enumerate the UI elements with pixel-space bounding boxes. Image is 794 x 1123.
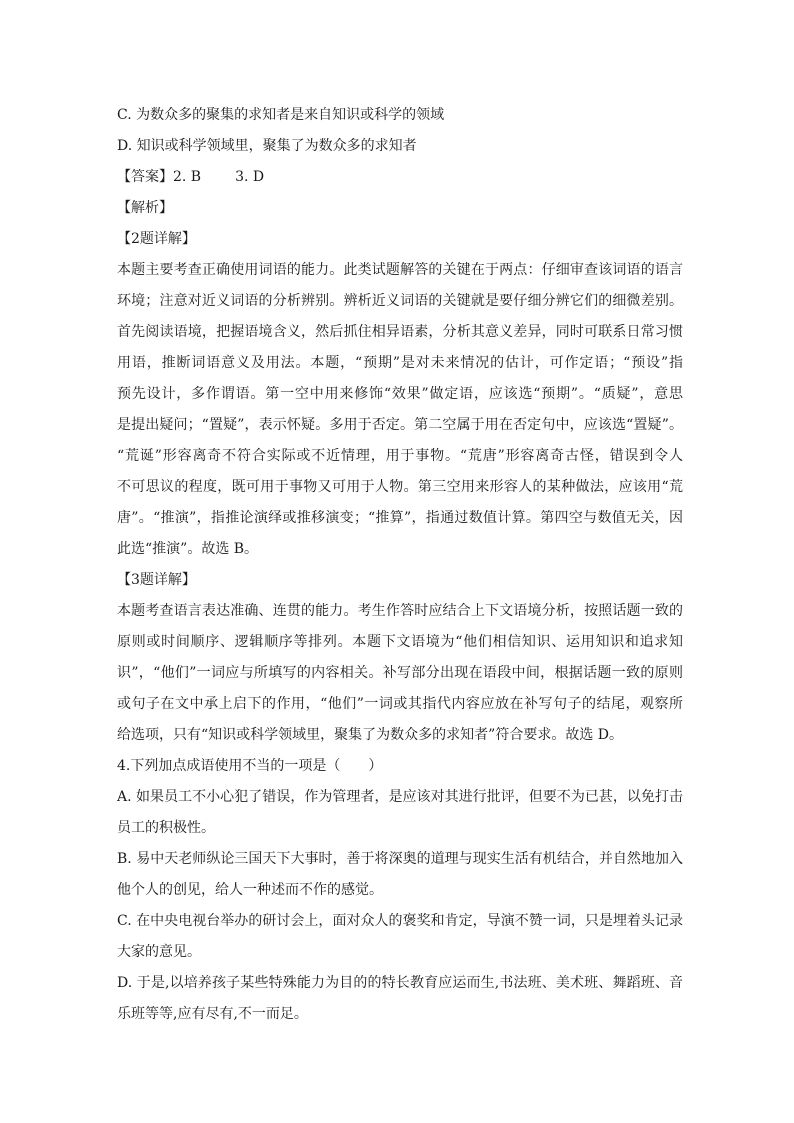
- q2-detail-line: 环境；注意对近义词语的分析辨别。辨析近义词语的关键就是要仔细分辨它们的细微差别。: [117, 293, 683, 309]
- q2-detail-line: “荒诞”形容离奇不符合实际或不近情理，用于事物。“荒唐”形容离奇古怪，错误到令人: [117, 448, 683, 464]
- q3-detail-line: 或句子在文中承上启下的作用，“他们”一词或其指代内容应放在补写句子的结尾，观察所: [117, 696, 683, 712]
- option-3c: C. 为数众多的聚集的求知者是来自知识或科学的领域: [117, 107, 445, 123]
- q4-option-d-cont: 乐班等等,应有尽有,不一而足。: [117, 1006, 308, 1022]
- q2-detail-line: 预先设计，多作谓语。第一空中用来修饰“效果”做定语，应该选“预期”。“质疑”，意思: [117, 386, 683, 402]
- q4-option-d: D. 于是,以培养孩子某些特殊能力为目的的特长教育应运而生,书法班、美术班、舞蹈班、音: [117, 975, 683, 991]
- analysis-label: 【解析】: [117, 200, 173, 216]
- q2-detail-line: 唐”。“推演”，指推论演绎或推移演变；“推算”，指通过数值计算。第四空与数值无关，因: [117, 510, 683, 526]
- answer-3: 3. D: [235, 169, 265, 185]
- q4-option-a: A. 如果员工不小心犯了错误，作为管理者，是应该对其进行批评，但要不为已甚，以免打击: [117, 789, 683, 805]
- q4-stem: 4.下列加点成语使用不当的一项是（ ）: [117, 758, 383, 774]
- q3-detail-line: 识”，“他们”一词应与所填写的内容相关。补写部分出现在语段中间，根据话题一致的原则: [117, 665, 683, 681]
- answer-line: [117, 162, 683, 193]
- q2-detail-line: 不可思议的程度，既可用于事物又可用于人物。第三空用来形容人的某种做法，应该用“荒: [117, 479, 683, 495]
- q3-detail-heading: 【3题详解】: [117, 572, 196, 588]
- q4-option-b-cont: 他个人的创见，给人一种述而不作的感觉。: [117, 882, 383, 898]
- q3-detail-line: 给选项，只有“知识或科学领域里，聚集了为数众多的求知者”符合要求。故选 D。: [117, 727, 623, 743]
- document-page: [117, 100, 683, 1030]
- q4-option-c: C. 在中央电视台举办的研讨会上，面对众人的褒奖和肯定，导演不赞一词，只是埋着头记录: [117, 913, 683, 929]
- q2-detail-line: 本题主要考查正确使用词语的能力。此类试题解答的关键在于两点：仔细审查该词语的语言: [117, 262, 683, 278]
- q2-detail-line: 首先阅读语境，把握语境含义，然后抓住相异语素，分析其意义差异，同时可联系日常习惯: [117, 324, 683, 340]
- answer-label: 【答案】: [117, 169, 173, 185]
- q3-detail-line: 原则或时间顺序、逻辑顺序等排列。本题下文语境为“他们相信知识、运用知识和追求知: [117, 634, 683, 650]
- q3-detail-line: 本题考查语言表达准确、连贯的能力。考生作答时应结合上下文语境分析，按照话题一致的: [117, 603, 683, 619]
- q2-detail-line: 用语，推断词语意义及用法。本题，“预期”是对未来情况的估计，可作定语；“预设”指: [117, 355, 683, 371]
- option-3d: D. 知识或科学领域里，聚集了为数众多的求知者: [117, 138, 417, 154]
- q4-option-b: B. 易中天老师纵论三国天下大事时，善于将深奥的道理与现实生活有机结合，并自然地加入: [117, 851, 683, 867]
- q4-option-c-cont: 大家的意见。: [117, 944, 201, 960]
- q4-option-a-cont: 员工的积极性。: [117, 820, 215, 836]
- q2-detail-line: 是提出疑问；“置疑”，表示怀疑。多用于否定。第二空属于用在否定句中，应该选“置疑”。: [117, 417, 683, 433]
- q2-detail-heading: 【2题详解】: [117, 231, 196, 247]
- q2-detail-line: 此选“推演”。故选 B。: [117, 541, 259, 557]
- answer-2: 2. B: [173, 169, 202, 185]
